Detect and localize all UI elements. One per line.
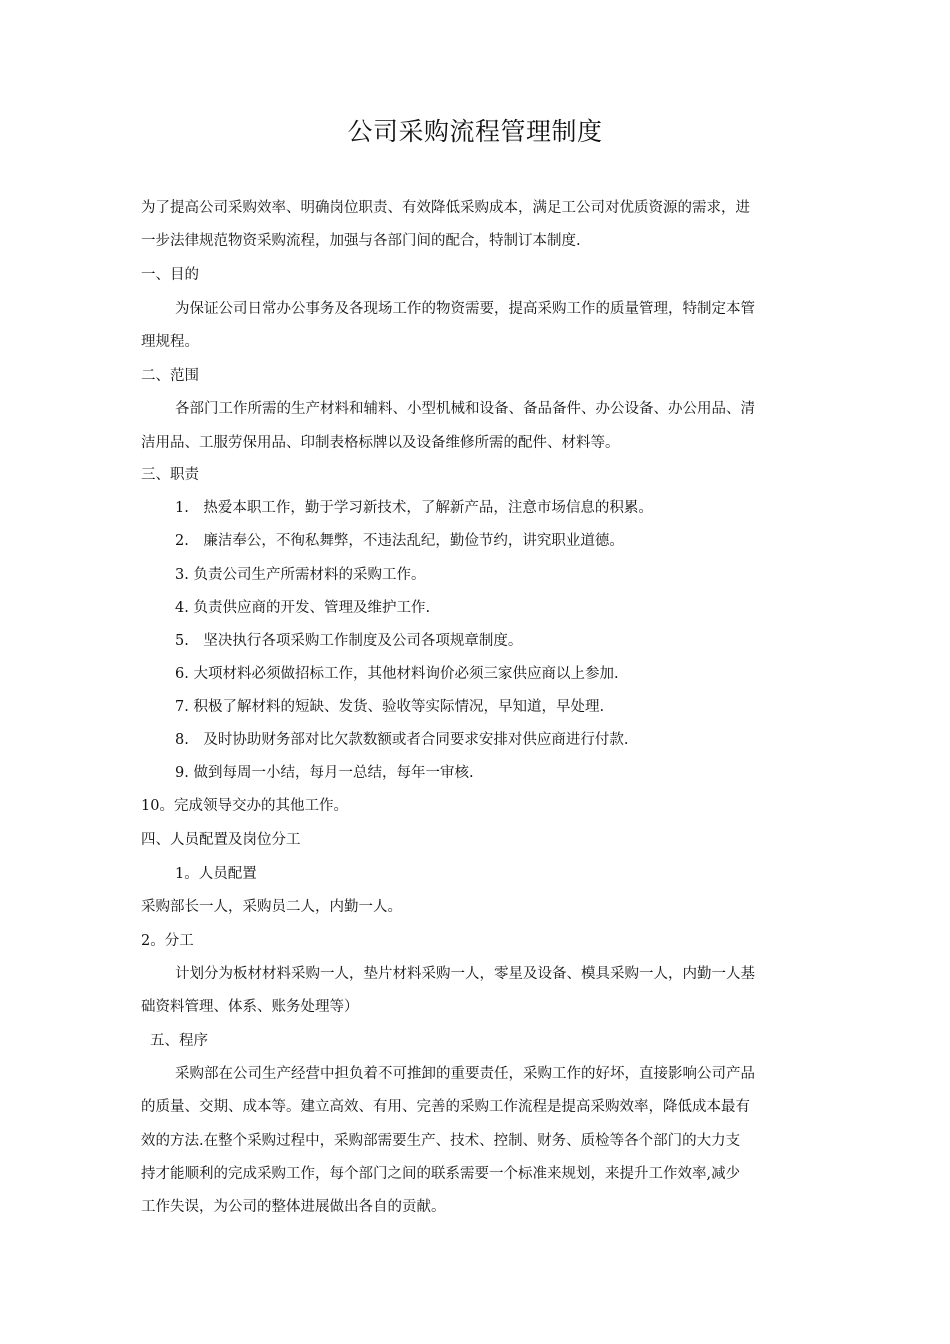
duty-item-1: 1. 热爱本职工作，勤于学习新技术，了解新产品，注意市场信息的积累。 <box>175 500 653 516</box>
intro-line-2: 一步法律规范物资采购流程，加强与各部门间的配合，特制订本制度. <box>141 233 581 249</box>
staffing-subheading-2: 2。分工 <box>141 933 194 949</box>
duty-item-5: 5. 坚决执行各项采购工作制度及公司各项规章制度。 <box>175 633 523 649</box>
staffing-line-3: 础资料管理、体系、账务处理等） <box>141 999 359 1015</box>
procedure-line-3: 效的方法.在整个采购过程中，采购部需要生产、技术、控制、财务、质检等各个部门的大力支 <box>141 1133 741 1149</box>
duty-item-3: 3. 负责公司生产所需材料的采购工作。 <box>175 567 426 583</box>
purpose-line-1: 为保证公司日常办公事务及各现场工作的物资需要，提高采购工作的质量管理，特制定本管 <box>175 301 755 317</box>
purpose-line-2: 理规程。 <box>141 334 199 350</box>
section-heading-staffing: 四、人员配置及岗位分工 <box>141 832 301 848</box>
duty-item-7: 7. 积极了解材料的短缺、发货、验收等实际情况，早知道，早处理. <box>175 699 605 715</box>
procedure-line-4: 持才能顺利的完成采购工作，每个部门之间的联系需要一个标准来规划，来提升工作效率,减少 <box>141 1166 741 1182</box>
duty-item-4: 4. 负责供应商的开发、管理及维护工作. <box>175 600 431 616</box>
staffing-line-2: 计划分为板材材料采购一人，垫片材料采购一人，零星及设备、模具采购一人，内勤一人基 <box>175 966 755 982</box>
duty-item-9: 9. 做到每周一小结，每月一总结，每年一审核. <box>175 765 474 781</box>
staffing-line-1: 采购部长一人，采购员二人，内勤一人。 <box>141 899 402 915</box>
scope-line-2: 洁用品、工服劳保用品、印制表格标牌以及设备维修所需的配件、材料等。 <box>141 435 620 451</box>
procedure-line-1: 采购部在公司生产经营中担负着不可推卸的重要责任，采购工作的好坏，直接影响公司产品 <box>175 1066 755 1082</box>
procedure-line-2: 的质量、交期、成本等。建立高效、有用、完善的采购工作流程是提高采购效率，降低成本最有 <box>141 1099 750 1115</box>
duty-item-6: 6. 大项材料必须做招标工作，其他材料询价必须三家供应商以上参加. <box>175 666 619 682</box>
duty-item-2: 2. 廉洁奉公，不徇私舞弊，不违法乱纪，勤俭节约，讲究职业道德。 <box>175 533 624 549</box>
section-heading-purpose: 一、目的 <box>141 267 199 283</box>
procedure-line-5: 工作失误，为公司的整体进展做出各自的贡献。 <box>141 1199 446 1215</box>
duty-item-8: 8. 及时协助财务部对比欠款数额或者合同要求安排对供应商进行付款. <box>175 732 629 748</box>
staffing-subheading-1: 1。人员配置 <box>175 866 257 882</box>
document-title: 公司采购流程管理制度 <box>347 117 603 146</box>
section-heading-procedure: 五、程序 <box>150 1033 208 1049</box>
duty-item-10: 10。完成领导交办的其他工作。 <box>141 798 348 814</box>
section-heading-duties: 三、职责 <box>141 467 199 483</box>
section-heading-scope: 二、范围 <box>141 368 199 384</box>
intro-line-1: 为了提高公司采购效率、明确岗位职责、有效降低采购成本，满足工公司对优质资源的需求，进 <box>141 200 750 216</box>
scope-line-1: 各部门工作所需的生产材料和辅料、小型机械和设备、备品备件、办公设备、办公用品、清 <box>175 401 755 417</box>
